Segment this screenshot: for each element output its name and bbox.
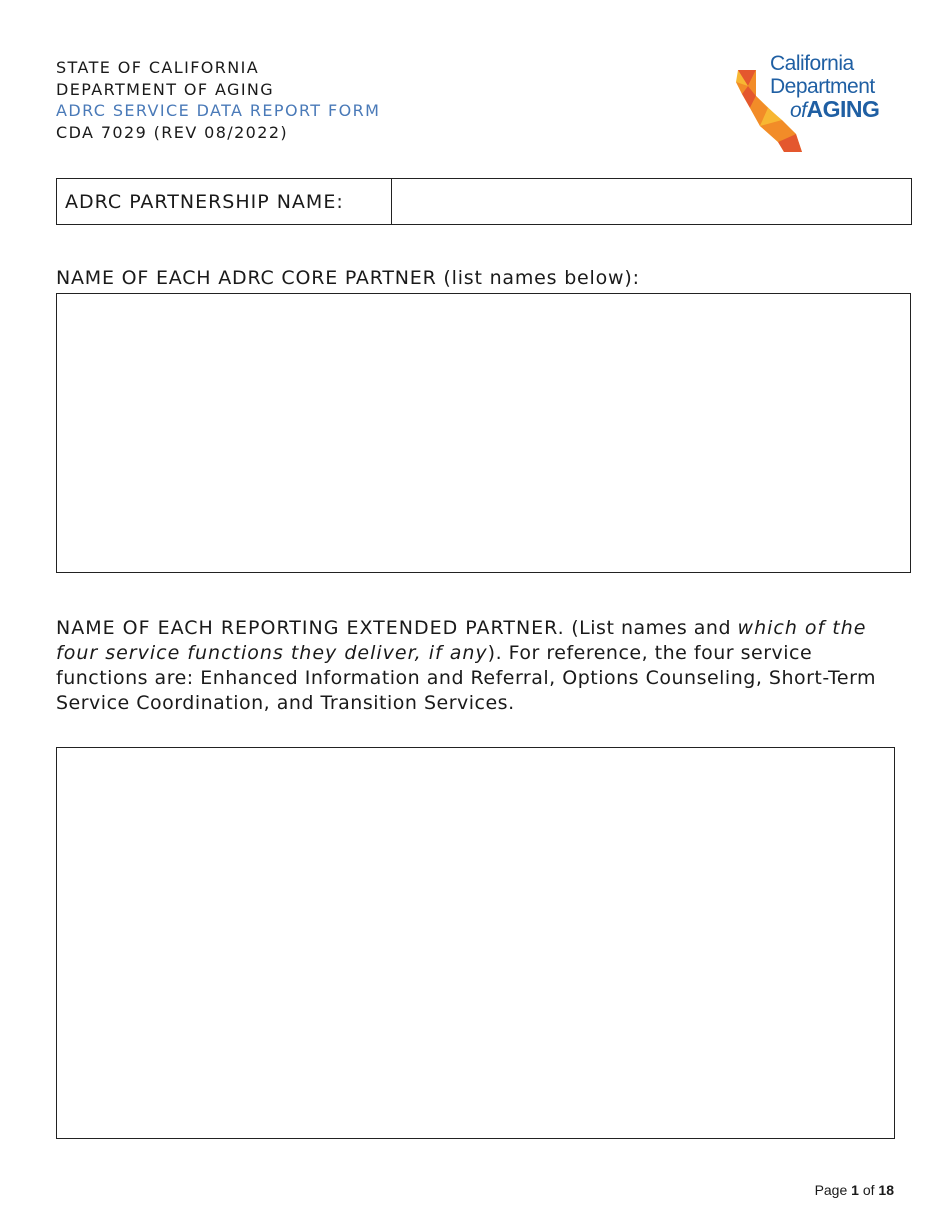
- extended-partners-textarea[interactable]: [56, 747, 895, 1139]
- partnership-name-label: ADRC PARTNERSHIP NAME:: [57, 179, 392, 224]
- state-line: STATE OF CALIFORNIA: [56, 58, 260, 77]
- core-partners-heading: NAME OF EACH ADRC CORE PARTNER (list names below):: [56, 267, 640, 289]
- core-partners-textarea[interactable]: [56, 293, 911, 573]
- logo-line-department: Department: [770, 75, 875, 98]
- document-header: [56, 57, 380, 143]
- logo-line-of: of: [790, 99, 807, 122]
- logo-line-california: California: [770, 52, 854, 75]
- page-word: Page: [814, 1182, 848, 1198]
- logo-line-aging: AGING: [806, 96, 880, 122]
- extended-partners-rest: ). For reference, the four service functions are: Enhanced Information and Referral, Options Counseling, Short-Term Service Coordination, and Transition Services.: [56, 642, 877, 714]
- extended-partners-open: (List names and: [564, 617, 738, 639]
- form-title: ADRC SERVICE DATA REPORT FORM: [56, 101, 381, 120]
- of-word: of: [862, 1182, 875, 1198]
- page-number: [815, 1182, 894, 1198]
- department-line: DEPARTMENT OF AGING: [56, 79, 275, 99]
- partnership-name-input[interactable]: [392, 179, 911, 224]
- form-number: CDA 7029 (REV 08/2022): [56, 122, 289, 142]
- extended-partners-instructions: [56, 616, 906, 716]
- total-pages: 18: [878, 1182, 894, 1198]
- extended-partners-heading: NAME OF EACH REPORTING EXTENDED PARTNER.: [56, 617, 565, 639]
- current-page: 1: [851, 1182, 859, 1198]
- partnership-name-row: [56, 178, 912, 225]
- cda-logo: [734, 52, 904, 156]
- extended-partners-italic: which of the four service functions they deliver, if any: [56, 617, 867, 664]
